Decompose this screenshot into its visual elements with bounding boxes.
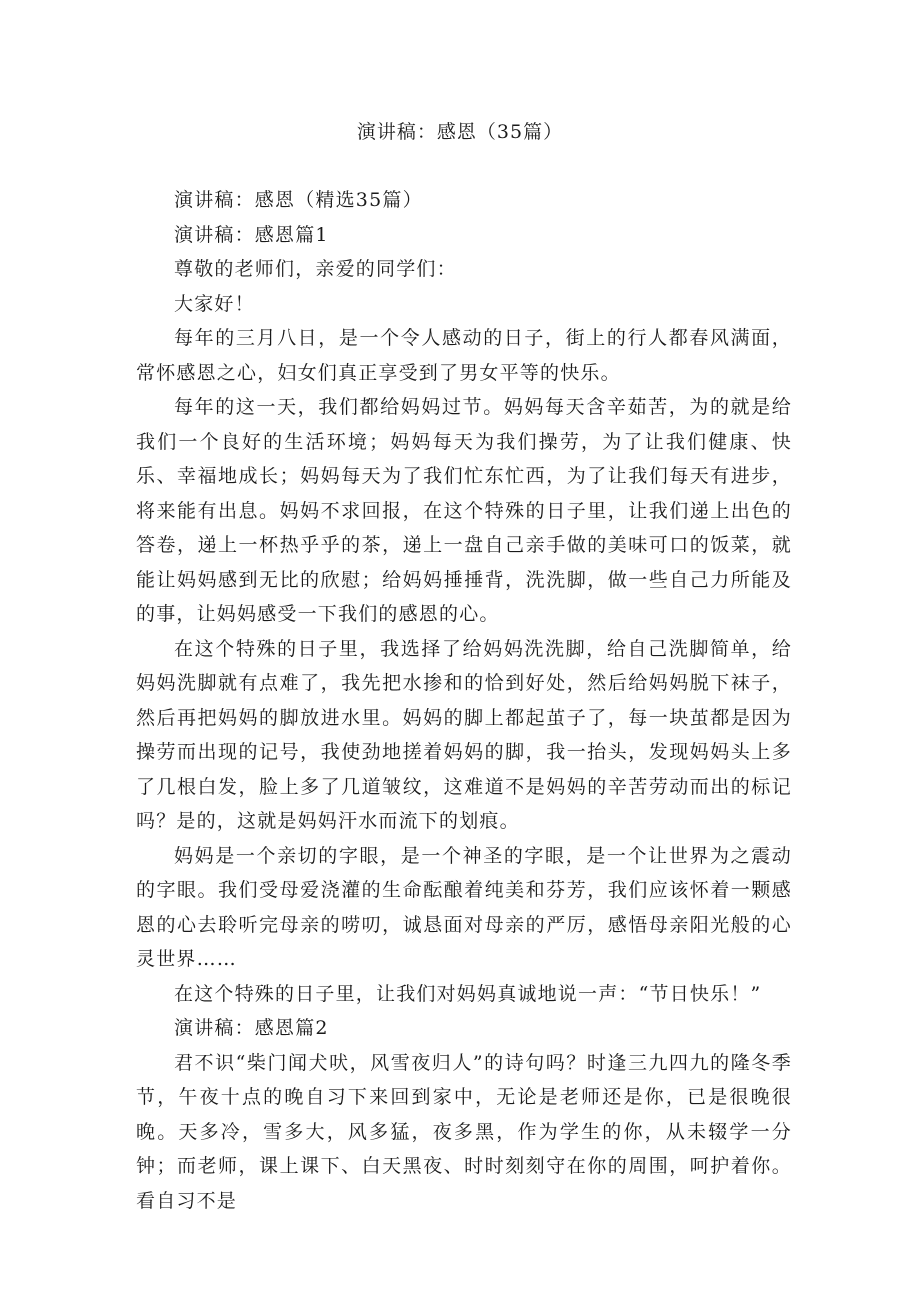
body-paragraph: 每年的三月八日，是一个令人感动的日子，街上的行人都春风满面，常怀感恩之心，妇女们真正享受到了男女平等的快乐。 [136, 327, 792, 384]
body-paragraph: 妈妈是一个亲切的字眼，是一个神圣的字眼，是一个让世界为之震动的字眼。我们受母爱浇灌的生命酝酿着纯美和芬芳，我们应该怀着一颗感恩的心去聆听完母亲的唠叨，诚恳面对母亲的严厉，感悟母亲阳光般的心灵世界…… [136, 844, 792, 970]
document-body [136, 183, 792, 1218]
body-paragraph: 每年的这一天，我们都给妈妈过节。妈妈每天含辛茹苦，为的就是给我们一个良好的生活环境；妈妈每天为我们操劳，为了让我们健康、快乐、幸福地成长；妈妈每天为了我们忙东忙西，为了让我们每天有进步，将来能有出息。妈妈不求回报，在这个特殊的日子里，让我们递上出色的答卷，递上一杯热乎乎的茶，递上一盘自己亲手做的美味可口的饭菜，就能让妈妈感到无比的欣慰；给妈妈捶捶背，洗洗脚，做一些自己力所能及的事，让妈妈感受一下我们的感恩的心。 [136, 396, 792, 625]
document-title: 演讲稿：感恩（35篇） [356, 121, 564, 143]
subtitle-paragraph: 演讲稿：感恩（精选35篇） [174, 189, 423, 211]
body-paragraph: 在这个特殊的日子里，我选择了给妈妈洗洗脚，给自己洗脚简单，给妈妈洗脚就有点难了，我先把水掺和的恰到好处，然后给妈妈脱下袜子，然后再把妈妈的脚放进水里。妈妈的脚上都起茧子了，每一块茧都是因为操劳而出现的记号，我使劲地搓着妈妈的脚，我一抬头，发现妈妈头上多了几根白发，脸上多了几道皱纹，这难道不是妈妈的辛苦劳动而出的标记吗？是的，这就是妈妈汗水而流下的划痕。 [136, 637, 792, 832]
salutation: 尊敬的老师们，亲爱的同学们： [174, 258, 457, 280]
body-paragraph: 在这个特殊的日子里，让我们对妈妈真诚地说一声：“节日快乐！” [174, 982, 762, 1005]
section-heading-1: 演讲稿：感恩篇1 [174, 223, 329, 246]
greeting: 大家好！ [174, 292, 255, 315]
body-paragraph: 君不识“柴门闻犬吠，风雪夜归人”的诗句吗？时逢三九四九的隆冬季节，午夜十点的晚自习下来回到家中，无论是老师还是你，已是很晚很晚。天多冷，雪多大，风多猛，夜多黑，作为学生的你，从未辍学一分钟；而老师，课上课下、白天黑夜、时时刻刻守在你的周围，呵护着你。看自习不是 [136, 1051, 792, 1212]
section-heading-2: 演讲稿：感恩篇2 [174, 1017, 329, 1039]
